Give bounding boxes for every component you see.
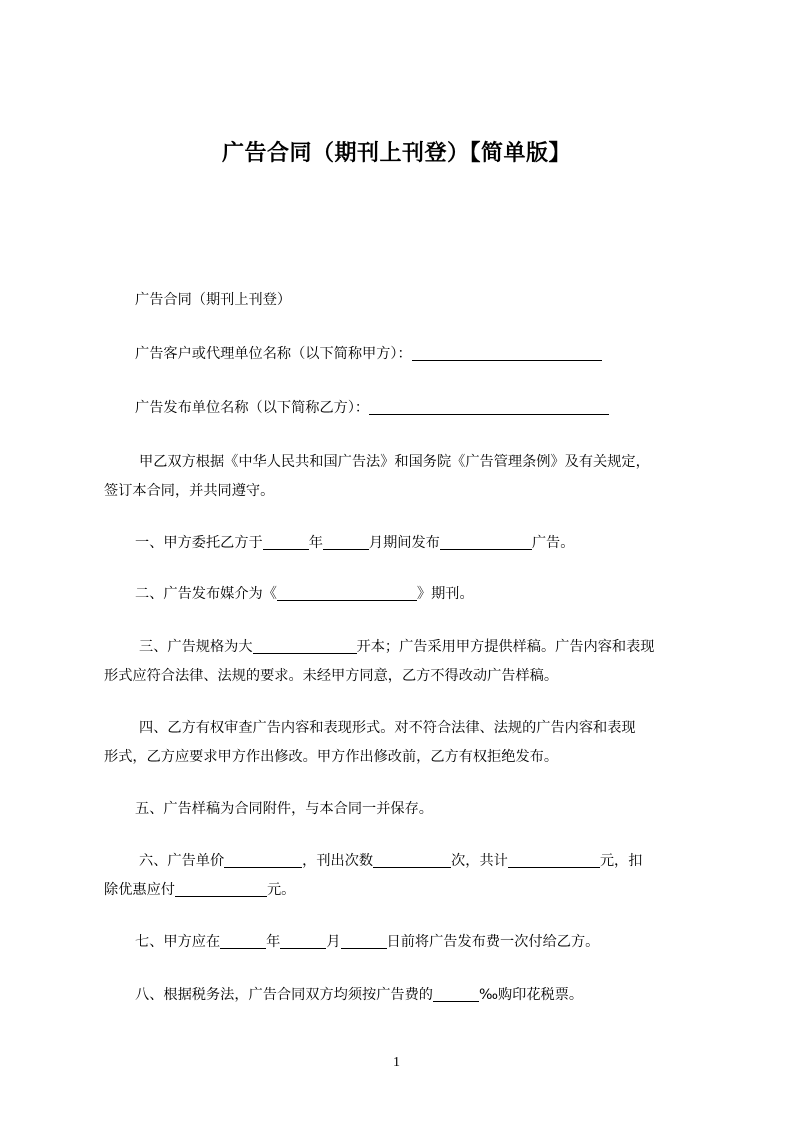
- party-a-label: 广告客户或代理单位名称（以下简称甲方）：: [135, 346, 412, 362]
- clause-3-text-b: 开本；广告采用甲方提供样稿。广告内容和表现: [356, 639, 655, 655]
- clause-1-month-blank: [323, 532, 369, 550]
- document-title: 广告合同（期刊上刊登）【简单版】: [221, 141, 571, 166]
- clause-7-year-blank: [220, 931, 266, 949]
- clause-2: [135, 580, 735, 609]
- clause-6-total-blank: [508, 850, 600, 868]
- clause-1-text-b: 年: [308, 535, 323, 551]
- clause-5: 五、广告样稿为合同附件，与本合同一并保存。: [135, 801, 433, 817]
- clause-3-line-2: 形式应符合法律、法规的要求。未经甲方同意，乙方不得改动广告样稿。: [104, 668, 559, 684]
- clause-6-payable-blank: [175, 879, 267, 897]
- clause-8-text-a: 八、根据税务法，广告合同双方均须按广告费的: [135, 987, 433, 1003]
- preamble-line-1: 甲乙双方根据《中华人民共和国广告法》和国务院《广告管理条例》及有关规定，: [139, 454, 650, 470]
- clause-1-text-c: 月期间发布: [368, 535, 440, 551]
- party-a-line: [135, 340, 735, 369]
- clause-7-month-blank: [280, 931, 326, 949]
- clause-2-text-b: 》期刊。: [416, 586, 474, 602]
- clause-1-ad-blank: [440, 532, 532, 550]
- clause-8-text-b: ‰购印花税票。: [478, 987, 584, 1003]
- clause-6-text-c: 次，共计: [451, 853, 508, 869]
- clause-6-text-e: 除优惠应付: [104, 882, 175, 898]
- clause-1: [135, 529, 735, 558]
- clause-6-count-blank: [373, 850, 451, 868]
- clause-1-text-d: 广告。: [531, 535, 575, 551]
- clause-6-line-2: [104, 876, 704, 905]
- clause-3-line-1: [139, 633, 739, 662]
- clause-1-text-a: 一、甲方委托乙方于: [135, 535, 263, 551]
- clause-7-text-b: 年: [266, 934, 281, 950]
- party-a-blank: [412, 343, 602, 361]
- preamble-line-2: 签订本合同，并共同遵守。: [104, 483, 275, 499]
- party-b-label: 广告发布单位名称（以下简称乙方）：: [135, 400, 370, 416]
- clause-7: [135, 928, 735, 957]
- clause-8: [135, 981, 735, 1010]
- clause-6-text-b: ，刊出次数: [302, 853, 374, 869]
- clause-6-text-a: 六、广告单价: [139, 853, 225, 869]
- clause-6-text-f: 元。: [266, 882, 296, 898]
- clause-7-text-d: 日前将广告发布费一次付给乙方。: [386, 934, 600, 950]
- clause-3-size-blank: [253, 636, 357, 654]
- clause-7-text-a: 七、甲方应在: [135, 934, 221, 950]
- clause-6-price-blank: [224, 850, 302, 868]
- clause-7-text-c: 月: [326, 934, 341, 950]
- clause-6-line-1: [139, 847, 739, 876]
- party-b-line: [135, 394, 735, 423]
- clause-2-media-blank: [277, 583, 417, 601]
- clause-2-text-a: 二、广告发布媒介为《: [135, 586, 277, 602]
- party-b-blank: [369, 397, 609, 415]
- contract-heading: 广告合同（期刊上刊登）: [135, 292, 292, 308]
- clause-7-day-blank: [341, 931, 387, 949]
- clause-4-line-2: 形式，乙方应要求甲方作出修改。甲方作出修改前，乙方有权拒绝发布。: [104, 749, 559, 765]
- clause-6-text-d: 元，扣: [599, 853, 643, 869]
- clause-3-text-a: 三、广告规格为大: [139, 639, 253, 655]
- clause-1-year-blank: [263, 532, 309, 550]
- page-number: 1: [393, 1055, 400, 1070]
- clause-4-line-1: 四、乙方有权审查广告内容和表现形式。对不符合法律、法规的广告内容和表现: [139, 720, 636, 736]
- clause-8-rate-blank: [433, 984, 479, 1002]
